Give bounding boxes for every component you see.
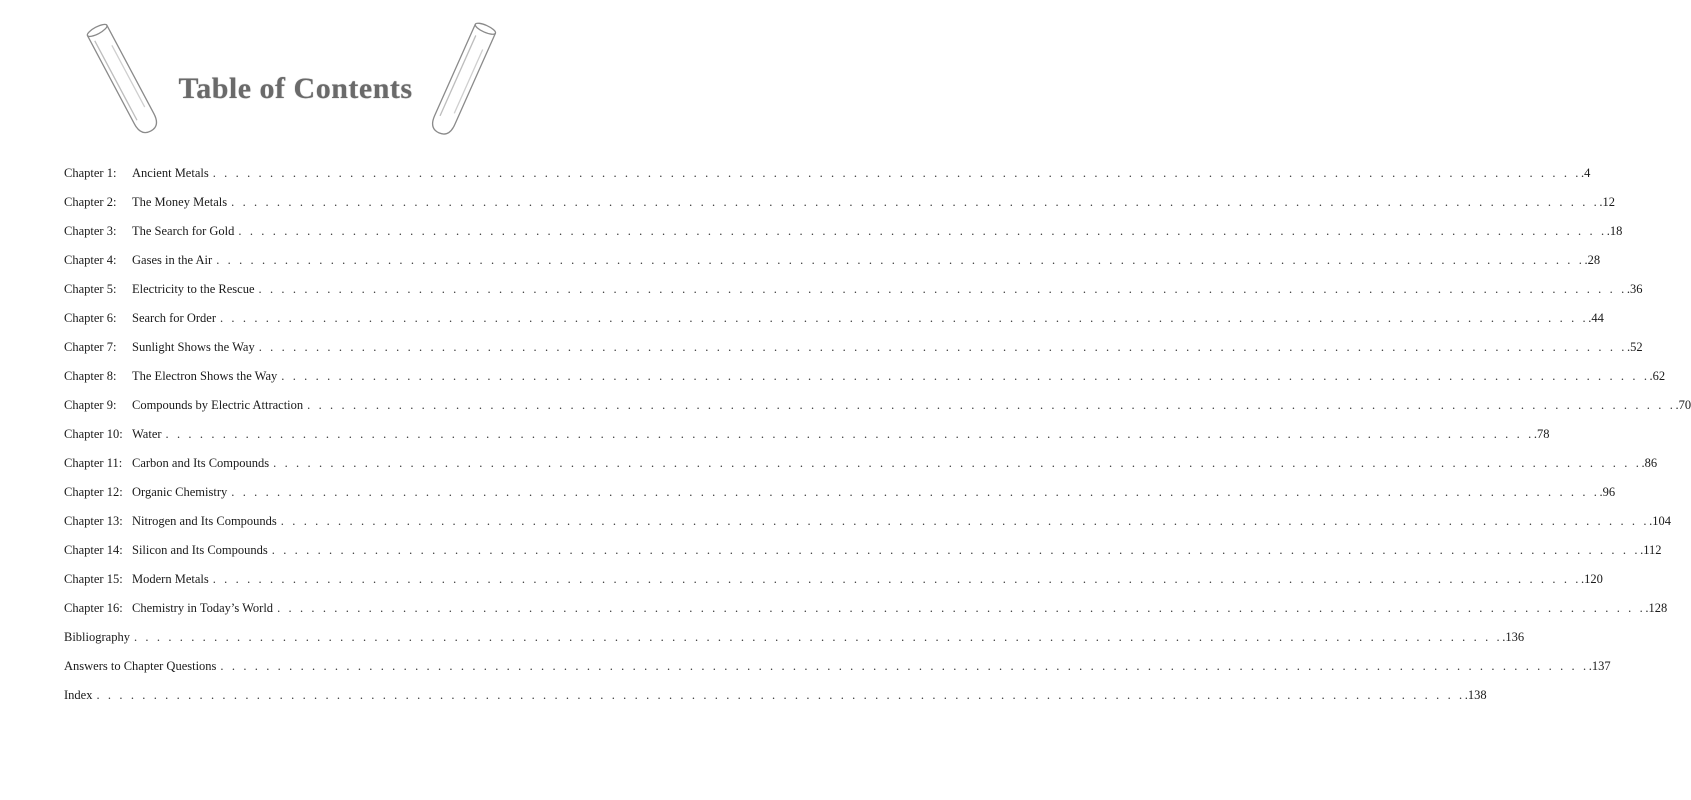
dot-leader: . . . . . . . . . . . . . . . . . . . . . . . . . . . . . . . . . . . . . . . . . . . . . . . . . . . . . . . . . . . . . . . . . . . . . . . . . . . . . . . . . . . . . . . . . . . . . . . . . . . . . . . . . . . . . . . . . . . . . . . . [307, 398, 1676, 412]
toc-entry [64, 165, 1591, 194]
chapter-number: Chapter 14: [64, 543, 123, 557]
chapter-number: Chapter 13: [64, 514, 123, 528]
dot-leader: . . . . . . . . . . . . . . . . . . . . . . . . . . . . . . . . . . . . . . . . . . . . . . . . . . . . . . . . . . . . . . . . . . . . . . . . . . . . . . . . . . . . . . . . . . . . . . . . . . . . . . . . . . . . . . . . . . . . . . . . [165, 427, 1534, 441]
toc-entry [64, 687, 1487, 716]
page-number: .128 [1645, 601, 1668, 615]
chapter-title: Silicon and Its Compounds [132, 543, 268, 557]
toc-list [64, 165, 1691, 716]
toc-entry [64, 542, 1662, 571]
toc-entry [64, 484, 1616, 513]
page-number: .52 [1627, 340, 1643, 354]
chapter-title: The Electron Shows the Way [132, 369, 278, 383]
dot-leader: . . . . . . . . . . . . . . . . . . . . . . . . . . . . . . . . . . . . . . . . . . . . . . . . . . . . . . . . . . . . . . . . . . . . . . . . . . . . . . . . . . . . . . . . . . . . . . . . . . . . . . . . . . . . . . . . . . . . . . . . [238, 224, 1607, 238]
dot-leader: . . . . . . . . . . . . . . . . . . . . . . . . . . . . . . . . . . . . . . . . . . . . . . . . . . . . . . . . . . . . . . . . . . . . . . . . . . . . . . . . . . . . . . . . . . . . . . . . . . . . . . . . . . . . . . . . . . . . . . . . [219, 311, 1589, 325]
dot-leader: . . . . . . . . . . . . . . . . . . . . . . . . . . . . . . . . . . . . . . . . . . . . . . . . . . . . . . . . . . . . . . . . . . . . . . . . . . . . . . . . . . . . . . . . . . . . . . . . . . . . . . . . . . . . . . . . . . . . . . . . [212, 166, 1581, 180]
chapter-title: Gases in the Air [132, 253, 213, 267]
page-number: .28 [1584, 253, 1601, 267]
toc-entry [64, 194, 1616, 223]
toc-entry [64, 513, 1671, 542]
toc-entry [64, 368, 1666, 397]
chapter-number: Chapter 12: [64, 485, 123, 499]
chapter-number: Chapter 10: [64, 427, 123, 441]
toc-entry [64, 339, 1643, 368]
chapter-number: Chapter 1: [64, 166, 117, 180]
page-title: Table of Contents [178, 72, 413, 105]
chapter-number: Chapter 4: [64, 253, 117, 267]
toc-entry [64, 600, 1668, 629]
dot-leader: . . . . . . . . . . . . . . . . . . . . . . . . . . . . . . . . . . . . . . . . . . . . . . . . . . . . . . . . . . . . . . . . . . . . . . . . . . . . . . . . . . . . . . . . . . . . . . . . . . . . . . . . . . . . . . . . . . . . . . . . [216, 253, 1585, 267]
page-number: .78 [1533, 427, 1550, 441]
chapter-title: The Search for Gold [132, 224, 235, 238]
toc-entry [64, 281, 1643, 310]
chapter-title: Compounds by Electric Attraction [132, 398, 304, 412]
chapter-title: Electricity to the Rescue [132, 282, 255, 296]
chapter-title: Ancient Metals [132, 166, 209, 180]
dot-leader: . . . . . . . . . . . . . . . . . . . . . . . . . . . . . . . . . . . . . . . . . . . . . . . . . . . . . . . . . . . . . . . . . . . . . . . . . . . . . . . . . . . . . . . . . . . . . . . . . . . . . . . . . . . . . . . . . . . . . . . . [271, 543, 1641, 557]
page-number: .86 [1641, 456, 1658, 470]
page-number: .120 [1581, 572, 1603, 586]
toc-entry [64, 455, 1658, 484]
page-number: .70 [1675, 398, 1691, 412]
toc-entry [64, 426, 1550, 455]
chapter-title: Carbon and Its Compounds [132, 456, 270, 470]
page-number: .36 [1626, 282, 1643, 296]
toc-entry [64, 310, 1604, 339]
dot-leader: . . . . . . . . . . . . . . . . . . . . . . . . . . . . . . . . . . . . . . . . . . . . . . . . . . . . . . . . . . . . . . . . . . . . . . . . . . . . . . . . . . . . . . . . . . . . . . . . . . . . . . . . . . . . . . . . . . . . . . . . [96, 688, 1465, 702]
dot-leader: . . . . . . . . . . . . . . . . . . . . . . . . . . . . . . . . . . . . . . . . . . . . . . . . . . . . . . . . . . . . . . . . . . . . . . . . . . . . . . . . . . . . . . . . . . . . . . . . . . . . . . . . . . . . . . . . . . . . . . . . [212, 572, 1582, 586]
dot-leader: . . . . . . . . . . . . . . . . . . . . . . . . . . . . . . . . . . . . . . . . . . . . . . . . . . . . . . . . . . . . . . . . . . . . . . . . . . . . . . . . . . . . . . . . . . . . . . . . . . . . . . . . . . . . . . . . . . . . . . . . [258, 340, 1628, 354]
chapter-number: Chapter 3: [64, 224, 117, 238]
page-number: .62 [1649, 369, 1666, 383]
dot-leader: . . . . . . . . . . . . . . . . . . . . . . . . . . . . . . . . . . . . . . . . . . . . . . . . . . . . . . . . . . . . . . . . . . . . . . . . . . . . . . . . . . . . . . . . . . . . . . . . . . . . . . . . . . . . . . . . . . . . . . . . [133, 630, 1503, 644]
dot-leader: . . . . . . . . . . . . . . . . . . . . . . . . . . . . . . . . . . . . . . . . . . . . . . . . . . . . . . . . . . . . . . . . . . . . . . . . . . . . . . . . . . . . . . . . . . . . . . . . . . . . . . . . . . . . . . . . . . . . . . . . [280, 514, 1650, 528]
toc-entry [64, 629, 1525, 658]
chapter-title: Nitrogen and Its Compounds [132, 514, 277, 528]
dot-leader: . . . . . . . . . . . . . . . . . . . . . . . . . . . . . . . . . . . . . . . . . . . . . . . . . . . . . . . . . . . . . . . . . . . . . . . . . . . . . . . . . . . . . . . . . . . . . . . . . . . . . . . . . . . . . . . . . . . . . . . . [273, 456, 1642, 470]
chapter-number: Chapter 2: [64, 195, 117, 209]
chapter-title: Modern Metals [132, 572, 209, 586]
page-number: .136 [1502, 630, 1525, 644]
chapter-number: Chapter 15: [64, 572, 123, 586]
chapter-number: Chapter 6: [64, 311, 117, 325]
chapter-number: Chapter 5: [64, 282, 117, 296]
chapter-title: The Money Metals [132, 195, 228, 209]
page-number: .104 [1649, 514, 1671, 528]
page-number: .18 [1606, 224, 1623, 238]
toc-entry [64, 397, 1691, 426]
chapter-title: Sunlight Shows the Way [132, 340, 255, 354]
chapter-number: Chapter 7: [64, 340, 117, 354]
chapter-title: Water [132, 427, 162, 441]
page-number: .44 [1588, 311, 1604, 325]
dot-leader: . . . . . . . . . . . . . . . . . . . . . . . . . . . . . . . . . . . . . . . . . . . . . . . . . . . . . . . . . . . . . . . . . . . . . . . . . . . . . . . . . . . . . . . . . . . . . . . . . . . . . . . . . . . . . . . . . . . . . . . . [281, 369, 1650, 383]
dot-leader: . . . . . . . . . . . . . . . . . . . . . . . . . . . . . . . . . . . . . . . . . . . . . . . . . . . . . . . . . . . . . . . . . . . . . . . . . . . . . . . . . . . . . . . . . . . . . . . . . . . . . . . . . . . . . . . . . . . . . . . . [231, 195, 1600, 209]
chapter-number: Chapter 8: [64, 369, 117, 383]
chapter-title: Index [64, 688, 93, 702]
dot-leader: . . . . . . . . . . . . . . . . . . . . . . . . . . . . . . . . . . . . . . . . . . . . . . . . . . . . . . . . . . . . . . . . . . . . . . . . . . . . . . . . . . . . . . . . . . . . . . . . . . . . . . . . . . . . . . . . . . . . . . . . [277, 601, 1646, 615]
chapter-number: Chapter 9: [64, 398, 117, 412]
dot-leader: . . . . . . . . . . . . . . . . . . . . . . . . . . . . . . . . . . . . . . . . . . . . . . . . . . . . . . . . . . . . . . . . . . . . . . . . . . . . . . . . . . . . . . . . . . . . . . . . . . . . . . . . . . . . . . . . . . . . . . . . [231, 485, 1600, 499]
chapter-number: Chapter 11: [64, 456, 123, 470]
chapter-number: Chapter 16: [64, 601, 123, 615]
page-number: .137 [1588, 659, 1611, 673]
page-number: .12 [1599, 195, 1616, 209]
chapter-title: Bibliography [64, 630, 130, 644]
chapter-title: Answers to Chapter Questions [64, 659, 217, 673]
toc-entry [64, 252, 1601, 281]
chapter-title: Chemistry in Today’s World [132, 601, 274, 615]
page-number: .138 [1464, 688, 1487, 702]
toc-entry [64, 658, 1611, 687]
page-number: .96 [1599, 485, 1616, 499]
chapter-title: Search for Order [132, 311, 216, 325]
page-number: .112 [1640, 543, 1662, 557]
dot-leader: . . . . . . . . . . . . . . . . . . . . . . . . . . . . . . . . . . . . . . . . . . . . . . . . . . . . . . . . . . . . . . . . . . . . . . . . . . . . . . . . . . . . . . . . . . . . . . . . . . . . . . . . . . . . . . . . . . . . . . . . [220, 659, 1589, 673]
toc-entry [64, 223, 1623, 252]
chapter-title: Organic Chemistry [132, 485, 228, 499]
dot-leader: . . . . . . . . . . . . . . . . . . . . . . . . . . . . . . . . . . . . . . . . . . . . . . . . . . . . . . . . . . . . . . . . . . . . . . . . . . . . . . . . . . . . . . . . . . . . . . . . . . . . . . . . . . . . . . . . . . . . . . . . [258, 282, 1627, 296]
page-number: .4 [1581, 166, 1591, 180]
toc-entry [64, 571, 1603, 600]
